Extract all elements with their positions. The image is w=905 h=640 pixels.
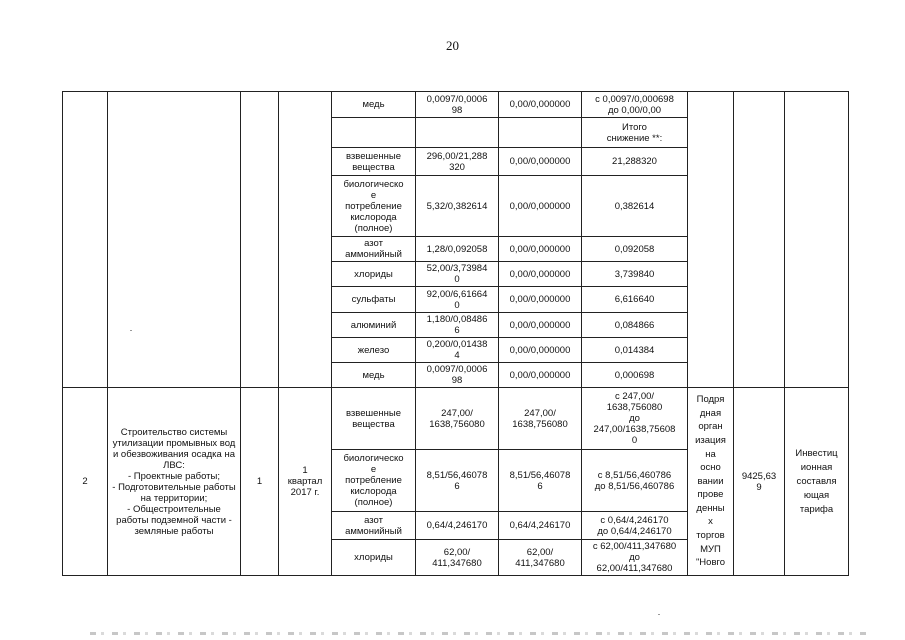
- value-cell: с 0,64/4,246170 до 0,64/4,246170: [582, 512, 688, 540]
- pollutant-cell: хлориды: [332, 262, 416, 287]
- pollutant-cell: азот аммонийный: [332, 237, 416, 262]
- cell-stage-empty: [241, 92, 279, 388]
- value-cell: 62,00/ 411,347680: [499, 540, 582, 576]
- subtotal-label: Итого снижение **:: [582, 118, 688, 148]
- scan-speck: [130, 330, 132, 331]
- value-cell: 0,00/0,000000: [499, 287, 582, 313]
- value-cell: 3,739840: [582, 262, 688, 287]
- value-cell: 62,00/ 411,347680: [416, 540, 499, 576]
- value-cell: 247,00/ 1638,756080: [416, 388, 499, 450]
- value-cell: 1,180/0,08486 6: [416, 313, 499, 338]
- value-cell: 0,014384: [582, 338, 688, 363]
- value-cell: 21,288320: [582, 148, 688, 176]
- value-cell: с 0,0097/0,000698 до 0,00/0,00: [582, 92, 688, 118]
- table-row: [63, 388, 849, 450]
- cell-cost-empty: [734, 92, 785, 388]
- value-cell: 247,00/ 1638,756080: [499, 388, 582, 450]
- item-cost: 9425,63 9: [734, 388, 785, 576]
- page-number: 20: [446, 38, 459, 53]
- value-cell: 6,616640: [582, 287, 688, 313]
- table-row: [63, 92, 849, 118]
- cell-number-empty: [63, 92, 108, 388]
- value-cell: 0,0097/0,0006 98: [416, 92, 499, 118]
- value-cell: [499, 118, 582, 148]
- item-number: 2: [63, 388, 108, 576]
- pollutant-cell: хлориды: [332, 540, 416, 576]
- value-cell: 0,00/0,000000: [499, 176, 582, 237]
- item-stage: 1: [241, 388, 279, 576]
- value-cell: 5,32/0,382614: [416, 176, 499, 237]
- value-cell: 296,00/21,288 320: [416, 148, 499, 176]
- value-cell: 0,000698: [582, 363, 688, 388]
- pollutant-cell: биологическо е потребление кислорода (полное): [332, 450, 416, 512]
- value-cell: 52,00/3,73984 0: [416, 262, 499, 287]
- pollutant-cell: медь: [332, 92, 416, 118]
- cell-source-empty: [785, 92, 849, 388]
- pollutant-cell: взвешенные вещества: [332, 148, 416, 176]
- cell-description-empty: [108, 92, 241, 388]
- cell-executor-empty: [688, 92, 734, 388]
- pollutant-cell: железо: [332, 338, 416, 363]
- value-cell: 0,64/4,246170: [416, 512, 499, 540]
- value-cell: 0,00/0,000000: [499, 338, 582, 363]
- value-cell: 0,00/0,000000: [499, 237, 582, 262]
- item-deadline: 1 квартал 2017 г.: [279, 388, 332, 576]
- value-cell: 92,00/6,61664 0: [416, 287, 499, 313]
- value-cell: 0,00/0,000000: [499, 363, 582, 388]
- value-cell: 0,00/0,000000: [499, 148, 582, 176]
- value-cell: 8,51/56,46078 6: [499, 450, 582, 512]
- measures-table: [62, 91, 849, 576]
- cell-deadline-empty: [279, 92, 332, 388]
- pollutant-cell: [332, 118, 416, 148]
- item-executor: Подря дная орган изация на осно вании прове денны х торгов МУП "Новго: [688, 388, 734, 576]
- value-cell: 0,200/0,01438 4: [416, 338, 499, 363]
- pollutant-cell: азот аммонийный: [332, 512, 416, 540]
- value-cell: с 62,00/411,347680 до 62,00/411,347680: [582, 540, 688, 576]
- scan-artifact-line: [90, 632, 870, 635]
- value-cell: 8,51/56,46078 6: [416, 450, 499, 512]
- value-cell: с 8,51/56,460786 до 8,51/56,460786: [582, 450, 688, 512]
- value-cell: [416, 118, 499, 148]
- value-cell: с 247,00/ 1638,756080 до 247,00/1638,75608 0: [582, 388, 688, 450]
- pollutant-cell: медь: [332, 363, 416, 388]
- value-cell: 0,0097/0,0006 98: [416, 363, 499, 388]
- item-description: Строительство системы утилизации промывных вод и обезвоживания осадка на ЛВС: - Проектные работы; - Подготовительные работы на территории; - Общестроительные работы подземной части - земляные работы: [108, 388, 241, 576]
- scan-speck: [658, 614, 660, 615]
- pollutant-cell: алюминий: [332, 313, 416, 338]
- pollutant-cell: биологическо е потребление кислорода (полное): [332, 176, 416, 237]
- value-cell: 0,64/4,246170: [499, 512, 582, 540]
- value-cell: 0,00/0,000000: [499, 262, 582, 287]
- value-cell: 0,084866: [582, 313, 688, 338]
- value-cell: 1,28/0,092058: [416, 237, 499, 262]
- pollutant-cell: взвешенные вещества: [332, 388, 416, 450]
- value-cell: 0,092058: [582, 237, 688, 262]
- value-cell: 0,382614: [582, 176, 688, 237]
- value-cell: 0,00/0,000000: [499, 92, 582, 118]
- item-funding-source: Инвестиц ионная составля ющая тарифа: [785, 388, 849, 576]
- pollutant-cell: сульфаты: [332, 287, 416, 313]
- value-cell: 0,00/0,000000: [499, 313, 582, 338]
